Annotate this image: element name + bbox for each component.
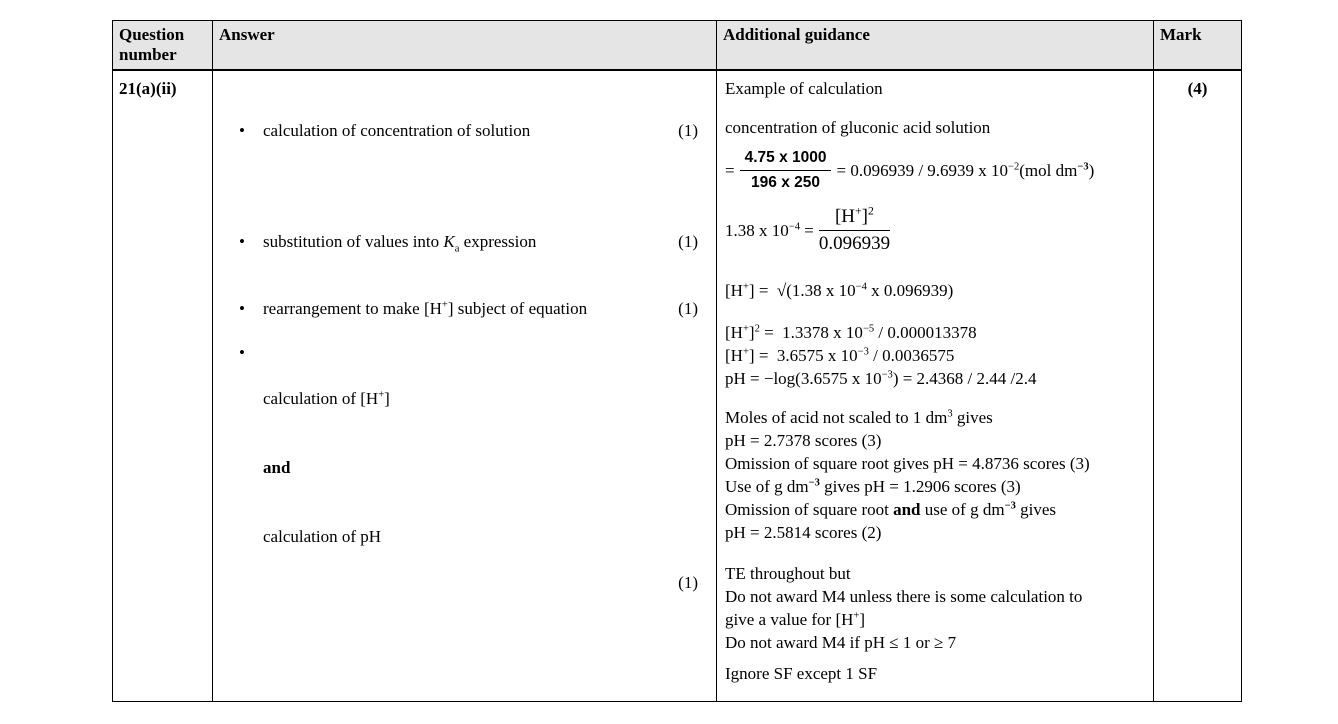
guidance-line: pH = 2.5814 scores (2) (725, 523, 882, 542)
marking-point-3 (239, 297, 710, 320)
table-row (113, 70, 1242, 701)
bullet-icon: • (239, 121, 245, 140)
mark-value: (1) (678, 573, 698, 592)
te-notes-block (725, 562, 1145, 654)
additional-guidance-cell (717, 70, 1154, 701)
guidance-line: Use of g $dm^{-3}$ gives pH = 1.2906 scores (3) (725, 477, 1021, 496)
guidance-line: pH = 2.7378 scores (3) (725, 431, 882, 450)
total-mark: (4) (1187, 79, 1208, 98)
answer-cell (213, 70, 717, 701)
col-header-question-number: Question number (113, 21, 213, 71)
marking-point-line: calculation of [H+] (263, 389, 390, 408)
mark-value: (1) (678, 299, 698, 318)
marking-point-4 (239, 341, 710, 594)
ignore-sf-line: Ignore SF except 1 SF (725, 664, 878, 683)
equation-prefix: = (725, 161, 735, 180)
guidance-line: Do not award M4 if pH ≤ 1 or ≥ 7 (725, 633, 957, 652)
concentration-label-line: concentration of gluconic acid solution (725, 118, 991, 137)
bullet-icon: • (239, 343, 245, 362)
guidance-line: Moles of acid not scaled to 1 $dm^3$ gives (725, 408, 993, 427)
alternative-answers-block (725, 406, 1145, 544)
ka-substitution-equation (725, 206, 1145, 255)
guidance-line: Do not award M4 unless there is some calculation to (725, 587, 1083, 606)
square-root-line: [H+] = √(1.38 x $10^{-4}$ x 0.096939) (725, 281, 954, 300)
mark-value: (1) (678, 232, 698, 251)
h-plus-calculation-block (725, 321, 1145, 390)
bullet-icon: • (239, 232, 245, 251)
equation-result: = 0.096939 / 9.6939 x $10^{-2}(mol$ $dm^{-3}$) (836, 161, 1095, 180)
fraction-denominator: 0.096939 (818, 233, 891, 254)
calculation-line: pH = −log(3.6575 x $10^{-3}) = 2.4368 / 2.44$ /2.4 (725, 369, 1037, 388)
fraction-numerator: $[H^+]^2$ (819, 206, 890, 231)
mark-value: (1) (678, 121, 698, 140)
marking-point-text: substitution of values into $K_a$ expression (263, 232, 537, 255)
fraction-numerator: 4.75 x 1000 (740, 148, 832, 171)
marking-point-text: calculation of concentration of solution (263, 121, 531, 140)
bullet-icon: • (239, 299, 245, 318)
marking-point-2 (239, 230, 710, 253)
calculation-line: [H+] = 3.6575 x $10^{-3} / 0.0036575$ (725, 346, 955, 365)
concentration-equation (725, 148, 1145, 193)
marking-point-text: rearrangement to make [H+] subject of equation (263, 299, 588, 318)
fraction-denominator: 196 x 250 (751, 174, 821, 191)
guidance-line: Omission of square root and use of g $dm^{-3}$ gives (725, 500, 1056, 519)
mark-scheme-table (112, 20, 1242, 702)
mark-cell (1154, 70, 1242, 701)
question-number: 21(a)(ii) (119, 79, 177, 98)
marking-point-text (263, 341, 390, 594)
fraction (819, 206, 890, 255)
equation-prefix: 1.38 x $10^{-4}$ = (725, 221, 814, 240)
marking-point-line: calculation of pH (263, 527, 382, 546)
guidance-line: Omission of square root gives pH = 4.8736 scores (3) (725, 454, 1090, 473)
question-number-cell (113, 70, 213, 701)
calculation-line: $[H^+]^2 = 1.3378$ x $10^{-5} / 0.000013378$ (725, 323, 977, 342)
col-header-mark: Mark (1154, 21, 1242, 71)
col-header-additional-guidance: Additional guidance (717, 21, 1154, 71)
fraction (740, 148, 832, 193)
guidance-line: give a value for [H+] (725, 610, 866, 629)
guidance-line: TE throughout but (725, 564, 851, 583)
col-header-answer: Answer (213, 21, 717, 71)
marking-point-1 (239, 119, 710, 142)
guidance-title: Example of calculation (725, 79, 883, 98)
marking-point-line: and (263, 458, 291, 477)
header-row (113, 21, 1242, 71)
